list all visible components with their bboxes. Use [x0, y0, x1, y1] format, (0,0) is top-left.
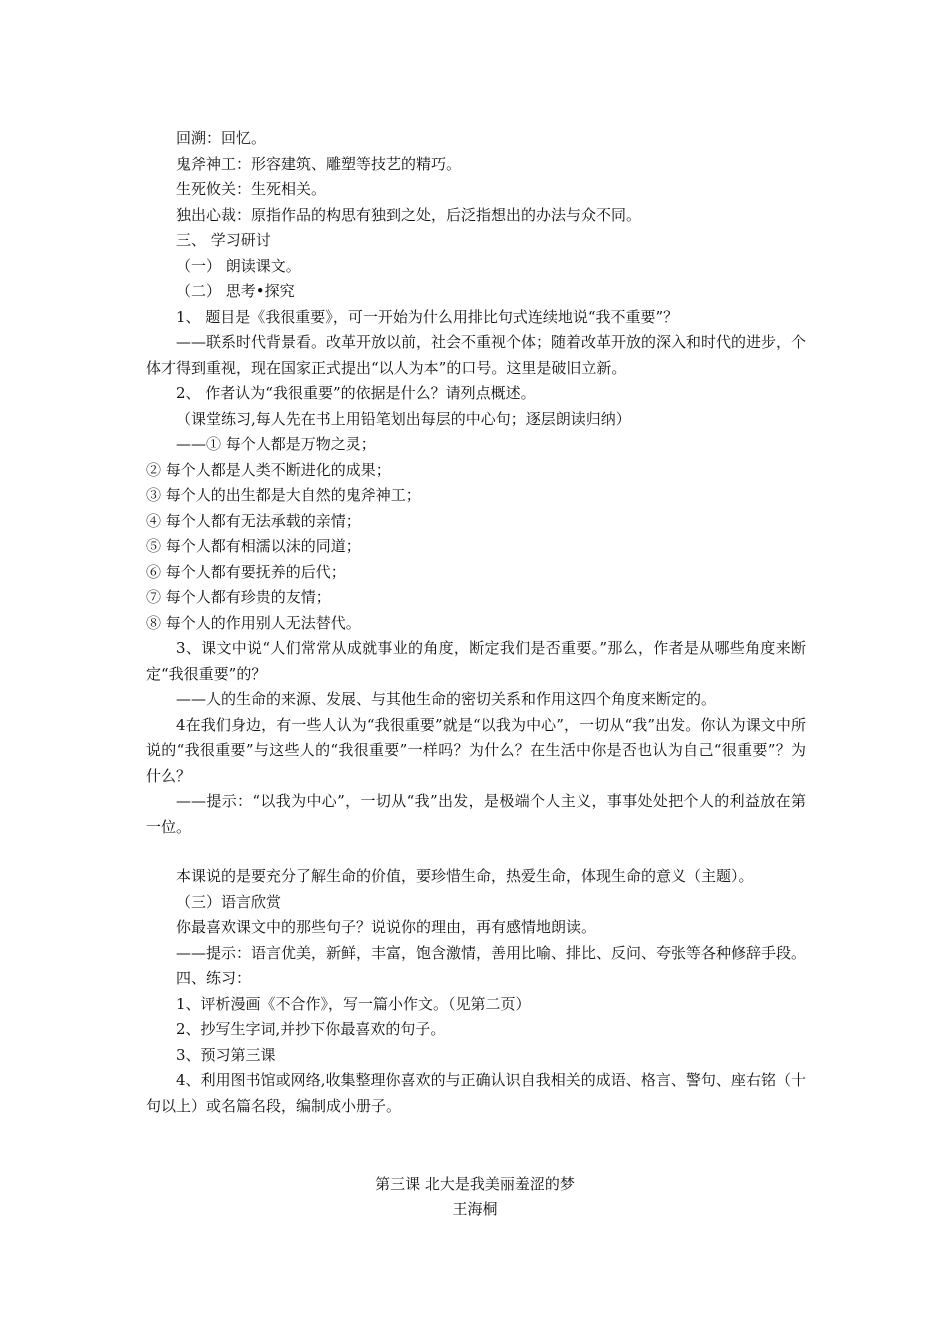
question: 2、 作者认为“我很重要”的依据是什么？请列点概述。: [176, 384, 536, 402]
exercise-item: 3、预习第三课: [176, 1045, 276, 1064]
theme-summary: 本课说的是要充分了解生命的价值，要珍惜生命，热爱生命，体现生命的意义（主题）。: [176, 867, 754, 885]
answer: ——联系时代背景看。改革开放以前，社会不重视个体；随着改革开放的深入和时代的进步，个体才得到重视，现在国家正式提出“以人为本”的口号。这里是破旧立新。: [146, 333, 807, 377]
vocab-line: 生死攸关：生死相关。: [176, 180, 327, 198]
list-item: ——① 每个人都是万物之灵；: [176, 435, 376, 453]
exercise-item: 1、评析漫画《不合作》，写一篇小作文。（见第二页）: [176, 994, 531, 1013]
list-item: ③ 每个人的出生都是大自然的鬼斧神工；: [146, 486, 421, 504]
vocab-line: 回溯：回忆。: [176, 129, 267, 147]
document-body: [146, 126, 806, 1119]
vocab-line: 独出心裁：原指作品的构思有独到之处，后泛指想出的办法与众不同。: [176, 205, 642, 224]
subsection-heading: （三）语言欣赏: [176, 892, 282, 911]
list-item: ② 每个人都是人类不断进化的成果；: [146, 460, 391, 479]
list-item: ⑦ 每个人都有珍贵的友情；: [146, 588, 331, 606]
subsection-heading: （一） 朗读课文。: [176, 256, 301, 275]
question: 你最喜欢课文中的那些句子？说说你的理由，再有感情地朗读。: [176, 918, 597, 936]
list-item: ⑧ 每个人的作用别人无法替代。: [146, 613, 361, 632]
subsection-heading: （二） 思考•探究: [176, 282, 295, 300]
section-heading: 四、练习：: [176, 969, 252, 987]
section-heading: 三、 学习研讨: [176, 231, 271, 249]
exercise-item: 2、抄写生字词,并抄下你最喜欢的句子。: [176, 1020, 446, 1038]
lesson-title: 第三课 北大是我美丽羞涩的梦: [375, 1175, 575, 1193]
question: 1、 题目是《我很重要》，可一开始为什么用排比句式连续地说“我不重要”？: [176, 307, 679, 326]
author-name: 王海桐: [452, 1200, 498, 1218]
list-item: ⑤ 每个人都有相濡以沫的同道；: [146, 537, 361, 555]
list-item: ⑥ 每个人都有要抚养的后代；: [146, 562, 346, 581]
answer: ——人的生命的来源、发展、与其他生命的密切关系和作用这四个角度来断定的。: [176, 690, 717, 708]
instruction-note: （课堂练习,每人先在书上用铅笔划出每层的中心句；逐层朗读归纳）: [176, 409, 631, 428]
list-item: ④ 每个人都有无法承载的亲情；: [146, 511, 361, 530]
exercise-item: 4、利用图书馆或网络,收集整理你喜欢的与正确认识自我相关的成语、格言、警句、座右铭（十句以上）或名篇名段，编制成小册子。: [146, 1071, 806, 1115]
question: 4在我们身边，有一些人认为“我很重要”就是“以我为中心”，一切从“我”出发。你认为课文中所说的“我很重要”与这些人的“我很重要”一样吗？为什么？在生活中你是否也认为自己“很重要”？为什么？: [146, 715, 806, 785]
paragraph-gap: [146, 840, 806, 864]
answer: ——提示：“以我为中心”，一切从“我”出发，是极端个人主义，事事处处把个人的利益放在第一位。: [146, 792, 806, 836]
vocab-line: 鬼斧神工：形容建筑、雕塑等技艺的精巧。: [176, 154, 462, 173]
answer: ——提示：语言优美，新鲜，丰富，饱含激情，善用比喻、排比、反问、夸张等各种修辞手段。: [176, 943, 807, 962]
question: 3、课文中说“人们常常从成就事业的角度，断定我们是否重要。”那么，作者是从哪些角度来断定“我很重要”的？: [146, 639, 806, 683]
